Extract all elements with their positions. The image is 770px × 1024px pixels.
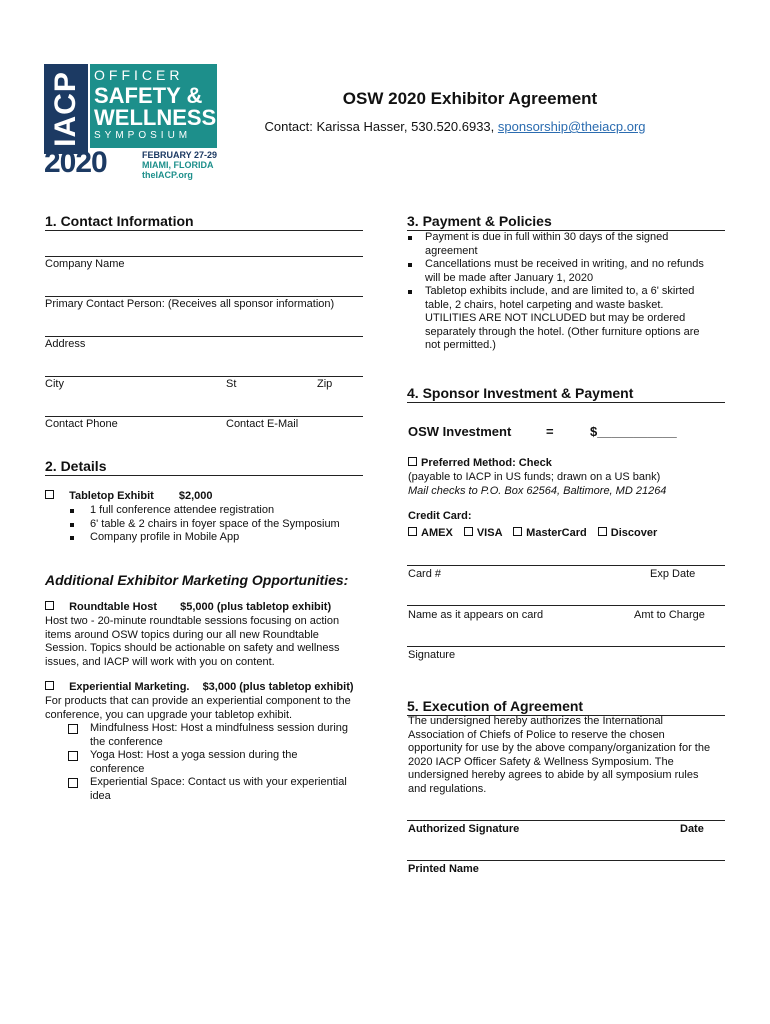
list-item-text: 6' table & 2 chairs in foyer space of the Symposium [90, 517, 340, 530]
phone-label: Contact Phone [45, 418, 118, 430]
address-line[interactable] [45, 336, 363, 337]
bullet-icon [70, 509, 74, 513]
logo-officer: OFFICER [94, 67, 184, 83]
authorized-signature-label: Authorized Signature [408, 823, 520, 835]
city-line[interactable] [45, 376, 363, 377]
roundtable-checkbox[interactable] [45, 601, 54, 610]
list-item [408, 231, 728, 258]
card-number-label: Card # [408, 568, 442, 580]
contact-text: Contact: Karissa Hasser, 530.520.6933, [264, 119, 498, 134]
email-label: Contact E-Mail [226, 418, 299, 430]
option-text: Experiential Space: Contact us with your experiential [90, 776, 347, 788]
amex-checkbox[interactable] [408, 527, 417, 536]
policy-line: Tabletop exhibits include, and are limited to, a 6' skirted [425, 285, 695, 297]
city-label: City [45, 378, 64, 390]
execution-heading: 5. Execution of Agreement [407, 698, 725, 716]
experiential-desc [45, 695, 375, 722]
option-text: the conference [90, 735, 163, 748]
name-on-card-line[interactable] [407, 605, 725, 606]
option-text: Yoga Host: Host a yoga session during the [90, 749, 298, 761]
osw-investment-label: OSW Investment [408, 424, 512, 439]
roundtable-desc [45, 615, 365, 669]
discover-checkbox[interactable] [598, 527, 607, 536]
experiential-label: Experiential Marketing. [69, 681, 190, 693]
list-item [408, 285, 728, 353]
discover-label: Discover [610, 527, 658, 539]
logo-title-block [90, 64, 217, 148]
mindfulness-checkbox[interactable] [68, 724, 78, 734]
list-item [70, 518, 340, 532]
mastercard-checkbox[interactable] [513, 527, 522, 536]
sponsor-heading: 4. Sponsor Investment & Payment [407, 385, 725, 403]
contact-heading: 1. Contact Information [45, 213, 363, 231]
roundtable-price: $5,000 (plus tabletop exhibit) [180, 601, 332, 613]
signature-line[interactable] [407, 646, 725, 647]
desc-line: Session. Topics should be actionable on safety and wellness [45, 642, 340, 654]
contact-email-link[interactable]: sponsorship@theiacp.org [497, 119, 646, 134]
visa-label: VISA [476, 527, 503, 539]
preferred-label: Preferred Method: Check [421, 457, 552, 469]
page-title: OSW 2020 Exhibitor Agreement [342, 89, 598, 108]
experiential-price: $3,000 (plus tabletop exhibit) [202, 681, 354, 693]
option-yoga [68, 749, 368, 776]
company-label: Company Name [45, 258, 125, 270]
zip-label: Zip [317, 378, 333, 390]
logo-event-info [142, 150, 217, 180]
preferred-method [408, 457, 552, 471]
policy-line: will be made after January 1, 2020 [425, 271, 594, 284]
primary-contact-label: Primary Contact Person: (Receives all sponsor information) [45, 298, 335, 310]
logo-wellness: WELLNESS [94, 105, 217, 130]
execution-line: Association of Chiefs of Police to reserve the chosen [408, 728, 665, 741]
logo-year: 2020 [44, 146, 107, 179]
mail-note: Mail checks to P.O. Box 62564, Baltimore, MD 21264 [408, 485, 667, 497]
experiential-checkbox[interactable] [45, 681, 54, 690]
policy-line: agreement [425, 244, 478, 257]
printed-name-line[interactable] [407, 860, 725, 861]
bullet-icon [70, 523, 74, 527]
logo-dates: FEBRUARY 27-29 [142, 150, 218, 160]
list-item [70, 531, 340, 545]
yoga-checkbox[interactable] [68, 751, 78, 761]
tabletop-row [45, 490, 213, 504]
logo-iacp-block [44, 64, 88, 154]
roundtable-label: Roundtable Host [69, 601, 158, 613]
option-experiential-space [68, 776, 368, 803]
policy-line: Cancellations must be received in writing, and no refunds [425, 258, 704, 270]
option-text: idea [90, 789, 111, 802]
card-options [408, 527, 657, 541]
preferred-note: (payable to IACP in US funds; drawn on a US bank) [408, 471, 661, 483]
details-heading: 2. Details [45, 458, 363, 476]
tabletop-label: Tabletop Exhibit [69, 490, 154, 502]
mastercard-label: MasterCard [526, 527, 587, 539]
date-label: Date [680, 823, 704, 835]
desc-line: conference, you can upgrade your tabletop exhibit. [45, 708, 293, 721]
roundtable-row [45, 601, 331, 615]
experiential-space-checkbox[interactable] [68, 778, 78, 788]
check-payment-checkbox[interactable] [408, 457, 417, 466]
experiential-options [68, 722, 368, 803]
phone-line[interactable] [45, 416, 363, 417]
bullet-icon [408, 236, 412, 240]
execution-line: undersigned hereby agrees to abide by all symposium rules [408, 769, 699, 781]
logo-site: theIACP.org [142, 170, 193, 180]
exp-date-label: Exp Date [650, 568, 696, 580]
option-mindfulness [68, 722, 368, 749]
desc-line: Host two - 20-minute roundtable sessions focusing on action [45, 615, 340, 627]
bullet-icon [70, 536, 74, 540]
tabletop-price: $2,000 [178, 490, 213, 502]
policy-line: UTILITIES ARE NOT INCLUDED but may be ordered [425, 312, 686, 324]
logo-symposium: SYMPOSIUM [94, 130, 192, 141]
authorized-signature-line[interactable] [407, 820, 725, 821]
equals-sign: = [546, 424, 554, 439]
amt-to-charge-label: Amt to Charge [634, 609, 705, 621]
execution-line: 2020 IACP Officer Safety & Wellness Symposium. The [408, 755, 674, 768]
card-number-line[interactable] [407, 565, 725, 566]
list-item-text: Company profile in Mobile App [90, 531, 240, 543]
additional-heading: Additional Exhibitor Marketing Opportunities: [45, 572, 349, 588]
option-text: conference [90, 762, 145, 775]
bullet-icon [408, 263, 412, 267]
bullet-icon [408, 290, 412, 294]
list-item [408, 258, 728, 285]
company-line[interactable] [45, 256, 363, 257]
option-text: Mindfulness Host: Host a mindfulness session during [90, 722, 349, 734]
payment-heading: 3. Payment & Policies [407, 213, 725, 231]
policy-line: separately through the hotel. (Other furniture options are [425, 325, 700, 338]
logo-iacp-text: IACP [49, 71, 82, 147]
logo-location: MIAMI, FLORIDA [142, 160, 214, 170]
contact-line [245, 119, 665, 134]
state-label: St [226, 378, 237, 390]
desc-line: issues, and IACP will work with you on content. [45, 655, 275, 668]
desc-line: For products that can provide an experiential component to the [45, 695, 351, 707]
tabletop-items [70, 504, 340, 545]
signature-label: Signature [408, 649, 456, 661]
amex-label: AMEX [421, 527, 453, 539]
logo-safety: SAFETY & [94, 83, 203, 108]
visa-checkbox[interactable] [464, 527, 473, 536]
printed-name-label: Printed Name [408, 863, 479, 875]
tabletop-checkbox[interactable] [45, 490, 54, 499]
desc-line: items around OSW topics during our all new Roundtable [45, 628, 319, 641]
execution-line: The undersigned hereby authorizes the International [408, 715, 664, 727]
credit-card-label: Credit Card: [408, 510, 472, 522]
name-on-card-label: Name as it appears on card [408, 609, 544, 621]
policies-list [408, 231, 728, 353]
investment-amount-field[interactable]: $___________ [590, 424, 677, 439]
policy-line: Payment is due in full within 30 days of the signed [425, 231, 669, 243]
execution-text [408, 715, 728, 796]
policy-line: table, 2 chairs, hotel carpeting and waste basket. [425, 298, 664, 311]
address-label: Address [45, 338, 86, 350]
execution-line: opportunity for use by the above company/organization for the [408, 742, 711, 754]
primary-contact-line[interactable] [45, 296, 363, 297]
experiential-row [45, 681, 354, 695]
policy-line: not permitted.) [425, 339, 496, 351]
list-item-text: 1 full conference attendee registration [90, 504, 275, 516]
execution-line: and regulations. [408, 782, 487, 795]
list-item [70, 504, 340, 518]
